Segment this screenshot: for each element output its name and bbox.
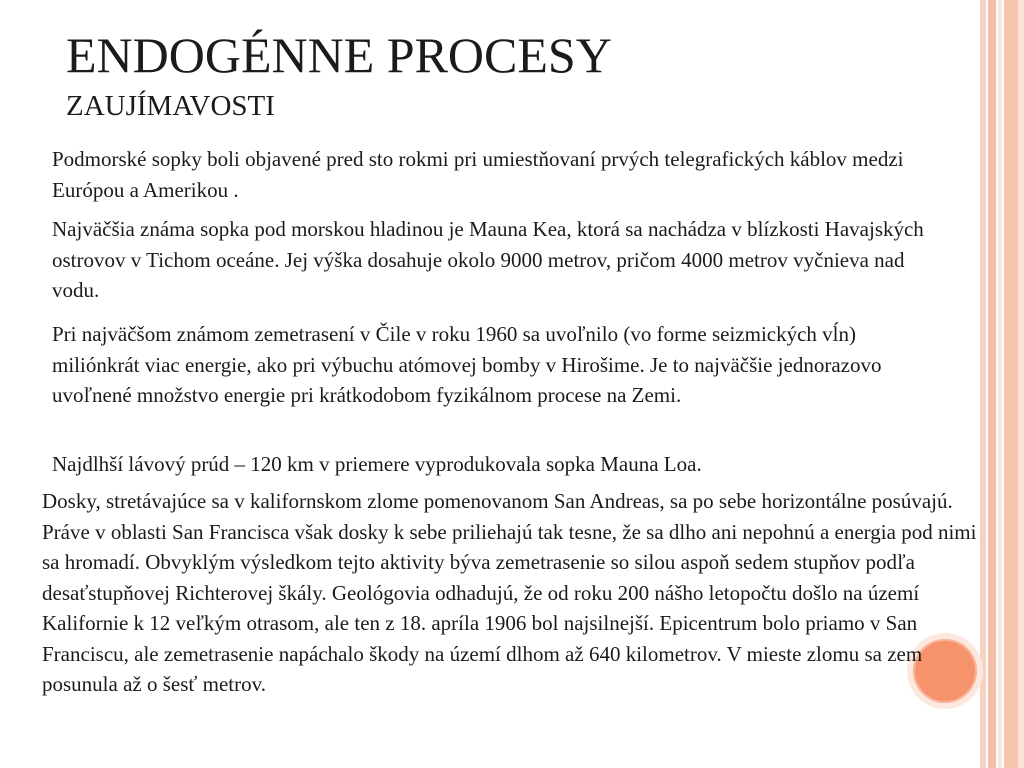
paragraph-mauna-kea: Najväčšia známa sopka pod morskou hladinou je Mauna Kea, ktorá sa nachádza v blízkosti Havajských ostrovov v Tichom oceáne. Jej výška dosahuje okolo 9000 metrov, pričom 4000 metrov vyčnieva nad vodu.	[52, 217, 924, 302]
paragraph-submarine-volcanoes: Podmorské sopky boli objavené pred sto rokmi pri umiestňovaní prvých telegrafických káblov medzi Európou a Amerikou .	[52, 147, 904, 202]
decorative-stripe	[1004, 0, 1018, 768]
decorative-stripe	[988, 0, 996, 768]
paragraph-san-andreas: Dosky, stretávajúce sa v kalifornskom zlome pomenovanom San Andreas, sa po sebe horizontálne posúvajú. Práve v oblasti San Francisca však dosky k sebe priliehajú tak tesne, že sa dlho ani nepohnú a energia pod nimi sa hromadí. Obvyklým výsledkom tejto aktivity býva zemetrasenie so silou aspoň sedem stupňov podľa desaťstupňovej Richterovej škály. Geológovia odhadujú, že od roku 200 nášho letopočtu došlo na území Kalifornie k 12 veľkým otrasom, ale ten z 18. apríla 1906 bol najsilnejší. Epicentrum bolo priamo v San Franciscu, ale zemetrasenie napáchalo škody na území dlhom až 640 kilometrov. V mieste zlomu sa zem posunula až o šesť metrov.	[42, 489, 977, 696]
paragraph-chile-earthquake: Pri najväčšom známom zemetrasení v Čile v roku 1960 sa uvoľnilo (vo forme seizmických vĺn) miliónkrát viac energie, ako pri výbuchu atómovej bomby v Hirošime. Je to najväčšie jednorazovo uvoľnené množstvo energie pri krátkodobom fyzikálnom procese na Zemi.	[52, 322, 882, 407]
decorative-stripe	[998, 0, 1002, 768]
decorative-stripe	[1018, 0, 1024, 768]
slide-title: ENDOGÉNNE PROCESY	[66, 27, 612, 83]
slide-subtitle: ZAUJÍMAVOSTI	[66, 90, 275, 122]
paragraph-lava-flow: Najdlhší lávový prúd – 120 km v priemere vyprodukovala sopka Mauna Loa.	[52, 452, 702, 476]
